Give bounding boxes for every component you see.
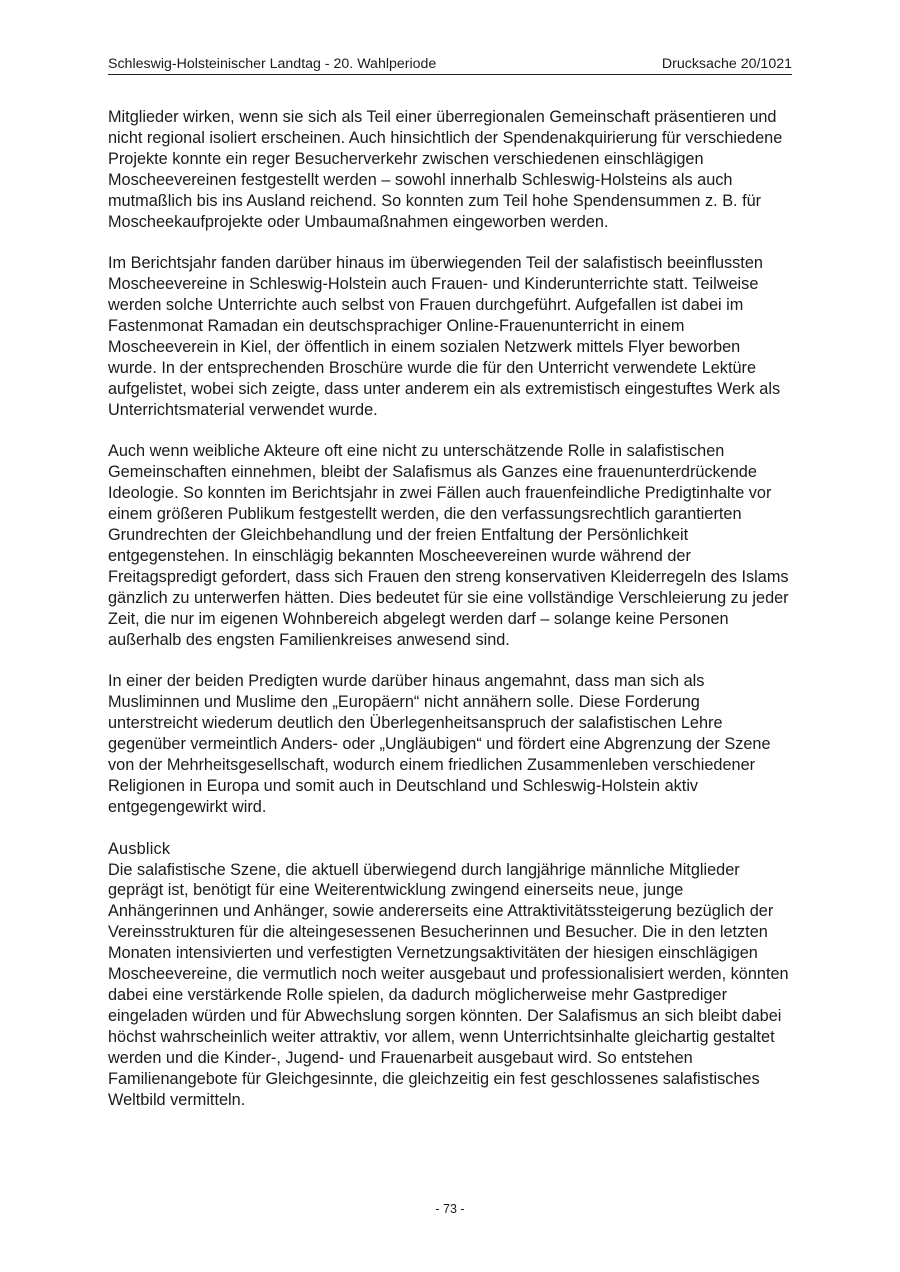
paragraph-outlook: Die salafistische Szene, die aktuell überwiegend durch langjährige männliche Mitglieder geprägt ist, benötigt für eine Weiterentwicklung zwingend einerseits neue, junge Anhängerinnen und Anhänger, sowie andererseits eine Attraktivitätssteigerung bezüglich der Vereinsstrukturen für die alteingesessenen Besucherinnen und Besucher. Die in den letzten Monaten intensivierten und verfestigten Vernetzungsaktivitäten der hiesigen einschlägigen Moscheevereine, die vermutlich noch weiter ausgebaut und professionalisiert werden, könnten dabei eine verstärkende Rolle spielen, da dadurch möglicherweise mehr Gastprediger eingeladen würden und für Abwechslung sorgen könnten. Der Salafismus an sich bleibt dabei höchst wahrscheinlich weiter attraktiv, vor allem, wenn Unterrichtsinhalte gleichartig gestaltet werden und die Kinder-, Jugend- und Frauenarbeit ausgebaut wird. So entstehen Familienangebote für Gleichgesinnte, die gleichzeitig ein fest geschlossenes salafistisches Weltbild vermitteln.	[108, 860, 789, 1109]
header-document-number: Drucksache 20/1021	[661, 56, 792, 72]
header-title: Schleswig-Holsteinischer Landtag - 20. Wahlperiode	[108, 56, 437, 72]
document-body	[108, 107, 792, 1110]
paragraph: Im Berichtsjahr fanden darüber hinaus im überwiegenden Teil der salafistisch beeinflussten Moscheevereine in Schleswig-Holstein auch Frauen- und Kinderunterrichte statt. Teilweise werden solche Unterrichte auch selbst von Frauen durchgeführt. Aufgefallen ist dabei im Fastenmonat Ramadan ein deutschsprachiger Online-Frauenunterricht in einem Moscheeverein in Kiel, der öffentlich in einem sozialen Netzwerk mittels Flyer beworben wurde. In der entsprechenden Broschüre wurde die für den Unterricht verwendete Lektüre aufgelistet, wobei sich zeigte, dass unter anderem ein als extremistisch eingestuftes Werk als Unterrichtsmaterial verwendet wurde.	[108, 254, 781, 419]
page-header	[108, 55, 792, 75]
paragraph: In einer der beiden Predigten wurde darüber hinaus angemahnt, dass man sich als Musliminnen und Muslime den „Europäern“ nicht annähern solle. Diese Forderung unterstreicht wiederum deutlich den Überlegenheitsanspruch der salafistischen Lehre gegenüber vermeintlich Anders- oder „Ungläubigen“ und fördert eine Abgrenzung der Szene von der Mehrheitsgesellschaft, wodurch einem friedlichen Zusammenleben verschiedener Religionen in Europa und somit auch in Deutschland und Schleswig-Holstein aktiv entgegengewirkt wird.	[108, 672, 771, 816]
page-number: - 73 -	[435, 1202, 465, 1216]
paragraph: Auch wenn weibliche Akteure oft eine nicht zu unterschätzende Rolle in salafistischen Gemeinschaften einnehmen, bleibt der Salafismus als Ganzes eine frauenunterdrückende Ideologie. So konnten im Berichtsjahr in zwei Fällen auch frauenfeindliche Predigtinhalte vor einem größeren Publikum festgestellt werden, die den verfassungsrechtlich garantierten Grundrechten der Gleichbehandlung und der freien Entfaltung der Persönlichkeit entgegenstehen. In einschlägig bekannten Moscheevereinen wurde während der Freitagspredigt gefordert, dass sich Frauen den streng konservativen Kleiderregeln des Islams gänzlich zu unterwerfen hätten. Dies bedeutet für sie eine vollständige Verschleierung zu jeder Zeit, die nur im eigenen Wohnbereich abgelegt werden darf – solange keine Personen außerhalb des engsten Familienkreises anwesend sind.	[108, 442, 789, 649]
section-heading-ausblick: Ausblick	[108, 839, 171, 858]
paragraph: Mitglieder wirken, wenn sie sich als Teil einer überregionalen Gemeinschaft präsentieren und nicht regional isoliert erscheinen. Auch hinsichtlich der Spendenakquirierung für verschiedene Projekte konnte ein reger Besucherverkehr zwischen verschiedenen einschlägigen Moscheevereinen festgestellt werden – sowohl innerhalb Schleswig-Holsteins als auch mutmaßlich bis ins Ausland reichend. So konnten zum Teil hohe Spendensummen z. B. für Moscheekaufprojekte oder Umbaumaßnahmen eingeworben werden.	[108, 108, 783, 231]
